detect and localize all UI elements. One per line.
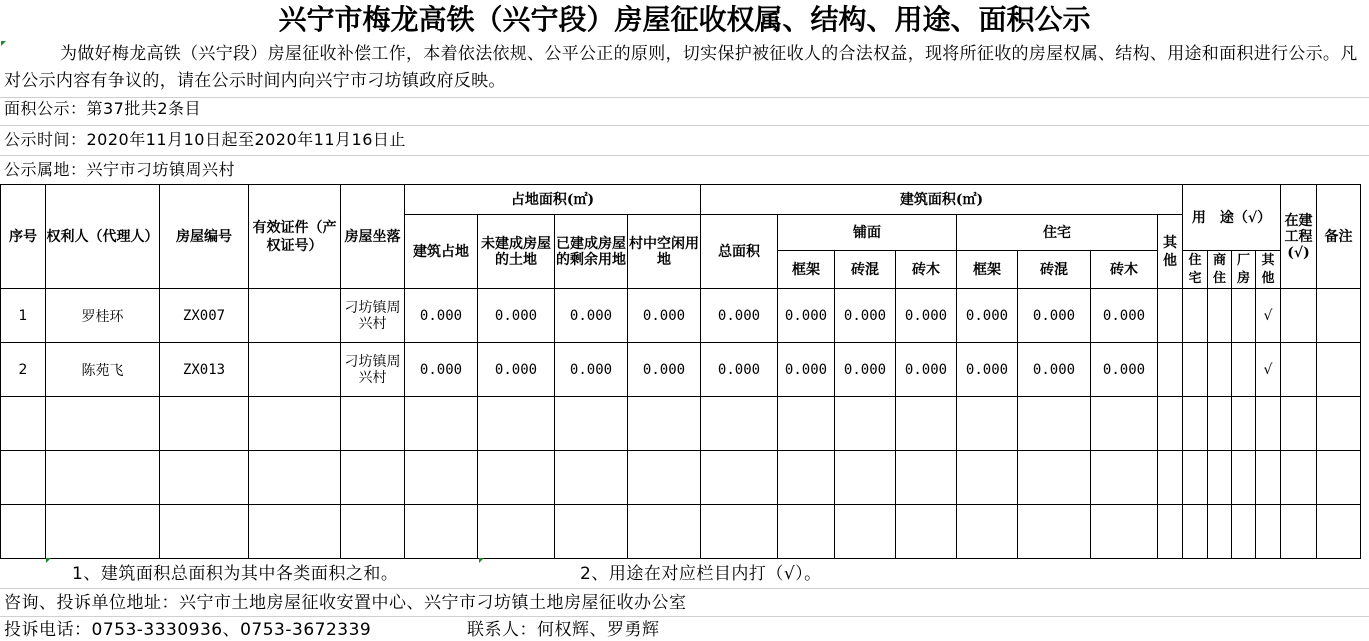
empty-cell <box>1018 505 1091 559</box>
cell-remaining-land: 0.000 <box>555 343 628 397</box>
empty-cell <box>778 451 835 505</box>
location-info: 公示属地：兴宁市刁坊镇周兴村 <box>4 160 236 179</box>
header-res-frame: 框架 <box>957 251 1018 289</box>
batch-info: 面积公示：第37批共2条目 <box>4 99 202 118</box>
cell-shop-brick-wood: 0.000 <box>896 289 957 343</box>
cell-under-construction <box>1281 343 1317 397</box>
header-location: 房屋坐落 <box>341 185 405 289</box>
cell-seq: 1 <box>1 289 46 343</box>
cell-total: 0.000 <box>701 289 778 343</box>
cell-location: 刁坊镇周兴村 <box>341 343 405 397</box>
empty-cell <box>46 505 160 559</box>
empty-cell <box>160 397 249 451</box>
note-usage-mark: 2、用途在对应栏目内打（√）。 <box>580 564 822 584</box>
empty-cell <box>160 451 249 505</box>
header-remarks: 备注 <box>1317 185 1361 289</box>
empty-cell <box>478 451 555 505</box>
empty-cell <box>478 397 555 451</box>
cell-cert <box>249 343 341 397</box>
empty-cell <box>778 397 835 451</box>
empty-cell <box>701 397 778 451</box>
empty-cell <box>249 505 341 559</box>
grid-line <box>0 588 1369 589</box>
cell-use-factory <box>1232 289 1256 343</box>
cell-village-idle: 0.000 <box>628 289 701 343</box>
empty-cell <box>1018 397 1091 451</box>
empty-cell <box>1 451 46 505</box>
table-row <box>1 289 1361 343</box>
footer-address: 咨询、投诉单位地址：兴宁市土地房屋征收安置中心、兴宁市刁坊镇土地房屋征收办公室 <box>4 593 687 613</box>
cell-remarks <box>1317 343 1361 397</box>
empty-cell <box>1317 397 1361 451</box>
cell-use-residence <box>1183 289 1208 343</box>
table-row <box>1 451 1361 505</box>
header-use-other: 其他 <box>1256 251 1281 289</box>
header-build-area: 建筑面积(㎡) <box>701 185 1183 215</box>
empty-cell <box>1208 397 1232 451</box>
cell-owner: 陈苑飞 <box>46 343 160 397</box>
empty-cell <box>1317 451 1361 505</box>
empty-cell <box>1317 505 1361 559</box>
header-use-factory: 厂房 <box>1232 251 1256 289</box>
cell-under-construction <box>1281 289 1317 343</box>
empty-cell <box>1 505 46 559</box>
header-village-idle: 村中空闲用地 <box>628 215 701 289</box>
cell-shop-frame: 0.000 <box>778 343 835 397</box>
empty-cell <box>405 505 478 559</box>
empty-cell <box>555 451 628 505</box>
header-residence: 住宅 <box>957 215 1158 251</box>
header-use-residence: 住宅 <box>1183 251 1208 289</box>
cell-res-brick-wood: 0.000 <box>1091 343 1158 397</box>
cell-shop-frame: 0.000 <box>778 289 835 343</box>
note-total-area: 1、建筑面积总面积为其中各类面积之和。 <box>72 564 399 584</box>
cell-village-idle: 0.000 <box>628 343 701 397</box>
empty-cell <box>1091 451 1158 505</box>
empty-cell <box>1232 397 1256 451</box>
grid-line <box>0 155 1369 156</box>
cell-marker <box>46 558 51 563</box>
header-shop: 铺面 <box>778 215 957 251</box>
empty-cell <box>249 397 341 451</box>
cell-location: 刁坊镇周兴村 <box>341 289 405 343</box>
empty-cell <box>46 451 160 505</box>
header-house-no: 房屋编号 <box>160 185 249 289</box>
empty-cell <box>628 451 701 505</box>
cell-house-no: ZX007 <box>160 289 249 343</box>
empty-cell <box>778 505 835 559</box>
cell-use-factory <box>1232 343 1256 397</box>
empty-cell <box>1232 451 1256 505</box>
empty-cell <box>1281 505 1317 559</box>
empty-cell <box>957 505 1018 559</box>
empty-cell <box>1208 451 1232 505</box>
grid-line <box>0 97 1369 98</box>
cell-res-brick-concrete: 0.000 <box>1018 343 1091 397</box>
cell-seq: 2 <box>1 343 46 397</box>
cell-owner: 罗桂环 <box>46 289 160 343</box>
empty-cell <box>341 451 405 505</box>
empty-cell <box>1256 451 1281 505</box>
empty-cell <box>1183 451 1208 505</box>
cell-built-land: 0.000 <box>405 289 478 343</box>
header-under-construction: 在建工程(√) <box>1281 185 1317 289</box>
empty-cell <box>1091 505 1158 559</box>
cell-res-brick-wood: 0.000 <box>1091 289 1158 343</box>
empty-cell <box>249 451 341 505</box>
empty-cell <box>957 451 1018 505</box>
cell-other-area <box>1158 289 1183 343</box>
cell-unbuilt-land: 0.000 <box>478 289 555 343</box>
header-shop-brick-wood: 砖木 <box>896 251 957 289</box>
empty-cell <box>405 451 478 505</box>
header-use-commerce: 商住 <box>1208 251 1232 289</box>
empty-cell <box>835 397 896 451</box>
empty-cell <box>835 451 896 505</box>
empty-cell <box>1232 505 1256 559</box>
cell-use-other: √ <box>1256 289 1281 343</box>
empty-cell <box>835 505 896 559</box>
cell-use-other: √ <box>1256 343 1281 397</box>
cell-total: 0.000 <box>701 343 778 397</box>
cell-shop-brick-concrete: 0.000 <box>835 343 896 397</box>
empty-cell <box>1183 397 1208 451</box>
cell-res-frame: 0.000 <box>957 343 1018 397</box>
empty-cell <box>1281 397 1317 451</box>
empty-cell <box>1183 505 1208 559</box>
header-res-brick-concrete: 砖混 <box>1018 251 1091 289</box>
cell-marker <box>479 558 484 563</box>
empty-cell <box>701 505 778 559</box>
empty-cell <box>46 397 160 451</box>
empty-cell <box>555 505 628 559</box>
empty-cell <box>1256 505 1281 559</box>
cell-shop-brick-wood: 0.000 <box>896 343 957 397</box>
cell-built-land: 0.000 <box>405 343 478 397</box>
header-seq: 序号 <box>1 185 46 289</box>
table-row <box>1 397 1361 451</box>
footer-contact: 联系人：何权辉、罗勇辉 <box>467 620 660 640</box>
empty-cell <box>628 505 701 559</box>
cell-remaining-land: 0.000 <box>555 289 628 343</box>
empty-cell <box>1091 397 1158 451</box>
empty-cell <box>1158 505 1183 559</box>
header-total-area: 总面积 <box>701 215 778 289</box>
grid-line <box>0 616 1369 617</box>
table-row <box>1 505 1361 559</box>
empty-cell <box>1018 451 1091 505</box>
cell-res-brick-concrete: 0.000 <box>1018 289 1091 343</box>
intro-paragraph: 为做好梅龙高铁（兴宁段）房屋征收补偿工作，本着依法依规、公平公正的原则，切实保护被征收人的合法权益，现将所征收的房屋权属、结构、用途和面积进行公示。凡对公示内容有争议的，请在公示时间内向兴宁市刁坊镇政府反映。 <box>4 44 1358 91</box>
empty-cell <box>555 397 628 451</box>
cell-cert <box>249 289 341 343</box>
empty-cell <box>896 397 957 451</box>
header-shop-frame: 框架 <box>778 251 835 289</box>
header-remaining-land: 已建成房屋的剩余用地 <box>555 215 628 289</box>
empty-cell <box>341 397 405 451</box>
empty-cell <box>957 397 1018 451</box>
period-info: 公示时间：2020年11月10日起至2020年11月16日止 <box>4 130 406 149</box>
empty-cell <box>160 505 249 559</box>
cell-unbuilt-land: 0.000 <box>478 343 555 397</box>
page-title: 兴宁市梅龙高铁（兴宁段）房屋征收权属、结构、用途、面积公示 <box>278 3 1091 36</box>
empty-cell <box>478 505 555 559</box>
cell-use-commerce <box>1208 289 1232 343</box>
header-owner: 权利人（代理人） <box>46 185 160 289</box>
cell-other-area <box>1158 343 1183 397</box>
empty-cell <box>896 505 957 559</box>
header-res-brick-wood: 砖木 <box>1091 251 1158 289</box>
cell-remarks <box>1317 289 1361 343</box>
empty-cell <box>341 505 405 559</box>
header-unbuilt-land: 未建成房屋的土地 <box>478 215 555 289</box>
header-shop-brick-concrete: 砖混 <box>835 251 896 289</box>
empty-cell <box>896 451 957 505</box>
header-cert: 有效证件（产权证号） <box>249 185 341 289</box>
empty-cell <box>1158 397 1183 451</box>
cell-shop-brick-concrete: 0.000 <box>835 289 896 343</box>
empty-cell <box>1256 397 1281 451</box>
cell-use-residence <box>1183 343 1208 397</box>
empty-cell <box>628 397 701 451</box>
cell-use-commerce <box>1208 343 1232 397</box>
empty-cell <box>1208 505 1232 559</box>
header-other-area: 其他 <box>1158 215 1183 289</box>
empty-cell <box>405 397 478 451</box>
footer-phone: 投诉电话：0753-3330936、0753-3672339 <box>4 620 372 640</box>
empty-cell <box>1158 451 1183 505</box>
expropriation-table <box>0 184 1361 559</box>
empty-cell <box>1 397 46 451</box>
header-built-land: 建筑占地 <box>405 215 478 289</box>
empty-cell <box>1281 451 1317 505</box>
cell-house-no: ZX013 <box>160 343 249 397</box>
header-usage: 用 途（√） <box>1183 185 1281 251</box>
header-land-area: 占地面积(㎡) <box>405 185 701 215</box>
cell-res-frame: 0.000 <box>957 289 1018 343</box>
grid-line <box>0 125 1369 126</box>
table-row <box>1 343 1361 397</box>
empty-cell <box>701 451 778 505</box>
